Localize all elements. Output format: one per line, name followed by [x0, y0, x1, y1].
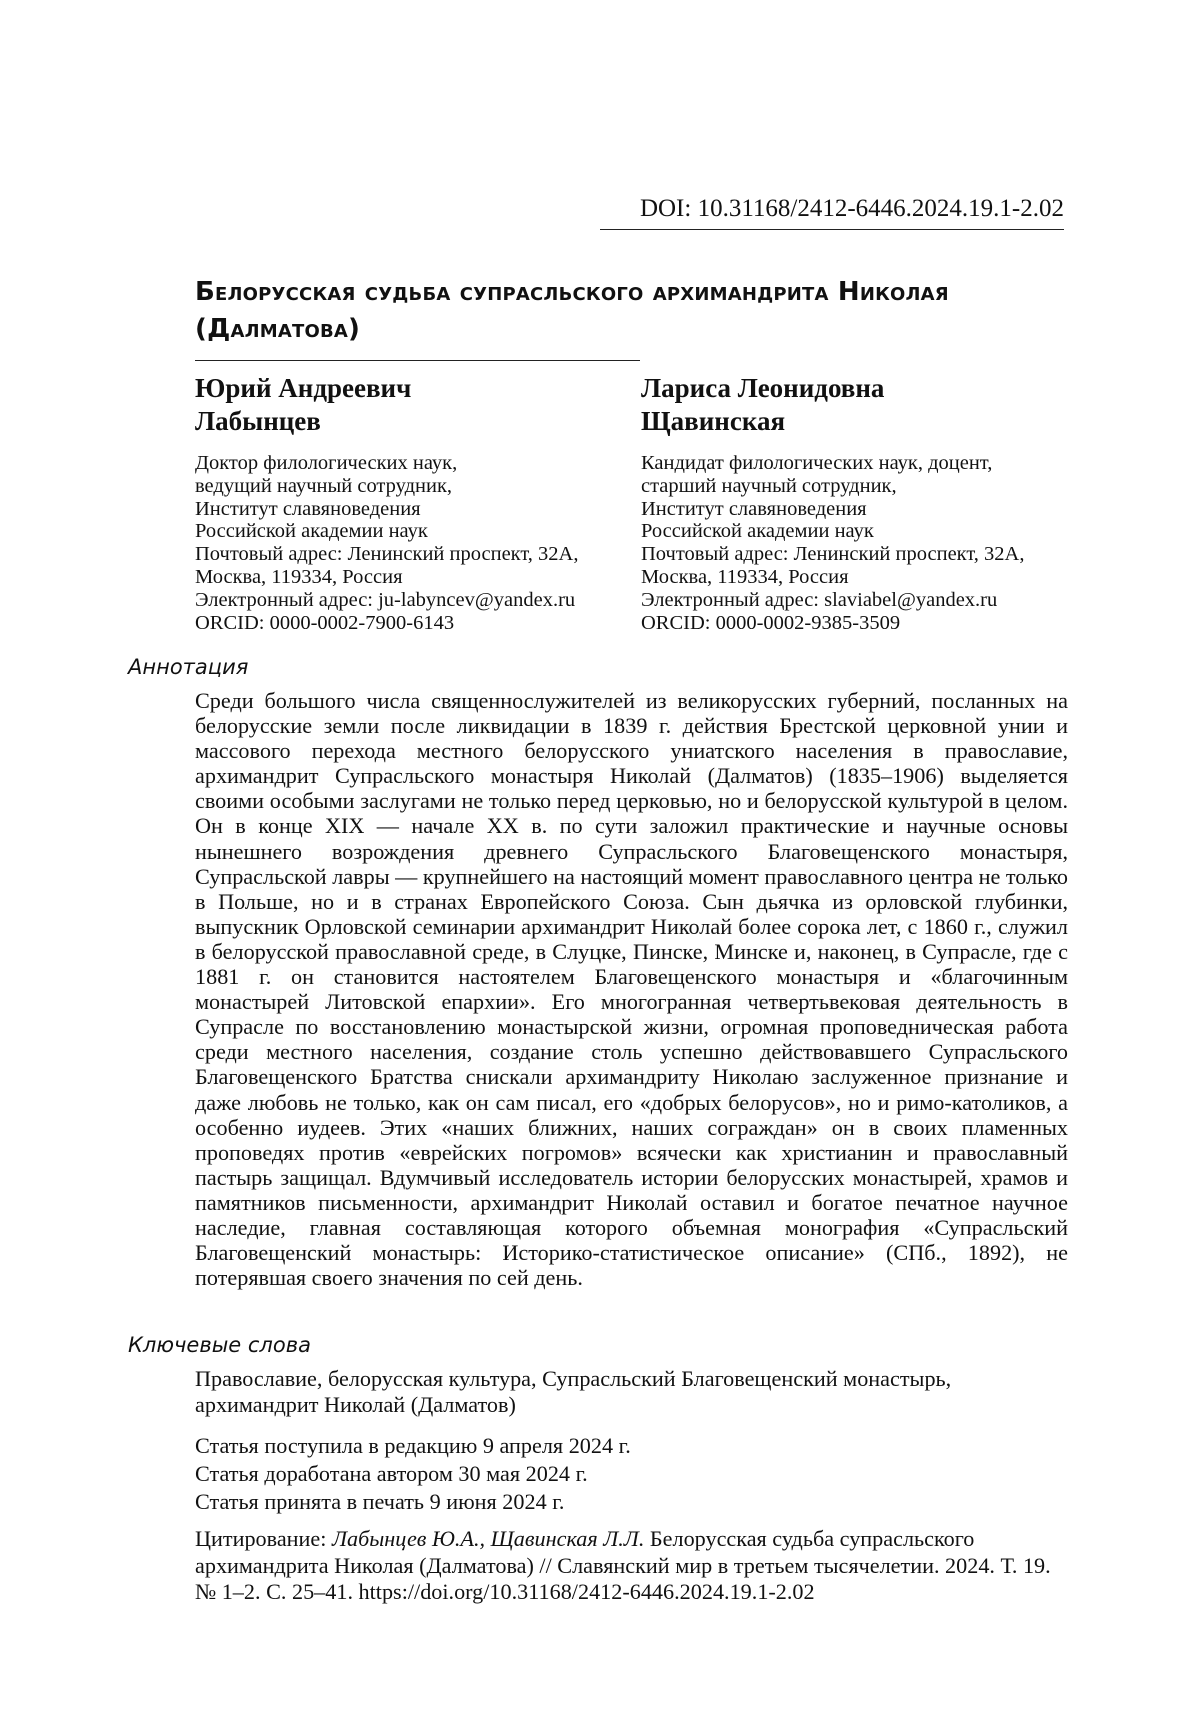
author-block-1	[195, 372, 645, 634]
citation-reference: Белорусская судьба супрасльского архимандрита Николая (Далматова) // Славянский мир в третьем тысячелетии. 2024. Т. 19. № 1–2. С. 25–41. https://doi.org/10.31168/2412-6446.2024.19.1-2.02	[195, 1526, 1051, 1604]
title-divider	[195, 360, 640, 361]
affiliation-orcid: ORCID: 0000-0002-7900-6143	[195, 611, 455, 634]
author-affiliation	[195, 452, 645, 634]
affiliation-academy: Российской академии наук	[641, 520, 874, 543]
abstract-label: Аннотация	[128, 655, 249, 679]
affiliation-email: Электронный адрес: slaviabel@yandex.ru	[641, 588, 998, 611]
citation-prefix: Цитирование:	[195, 1526, 332, 1551]
date-revised: Статья доработана автором 30 мая 2024 г.	[195, 1461, 588, 1486]
citation	[195, 1526, 1075, 1606]
affiliation-position: ведущий научный сотрудник,	[195, 474, 453, 497]
author-first-names: Юрий Андреевич	[195, 373, 412, 403]
date-received: Статья поступила в редакцию 9 апреля 2024 г.	[195, 1433, 631, 1458]
affiliation-email: Электронный адрес: ju-labyncev@yandex.ru	[195, 588, 576, 611]
author-surname: Щавинская	[641, 406, 786, 436]
keywords-text: Православие, белорусская культура, Супрасльский Благовещенский монастырь, архимандрит Николай (Далматов)	[195, 1366, 952, 1417]
article-title: Белорусская судьба супрасльского архимандрита Николая (Далматова)	[195, 277, 949, 344]
affiliation-city: Москва, 119334, Россия	[195, 565, 403, 588]
affiliation-orcid: ORCID: 0000-0002-9385-3509	[641, 611, 901, 634]
article-dates	[195, 1432, 1075, 1516]
date-accepted: Статья принята в печать 9 июня 2024 г.	[195, 1489, 565, 1514]
author-block-2	[641, 372, 1081, 634]
author-first-names: Лариса Леонидовна	[641, 373, 885, 403]
keywords-label: Ключевые слова	[128, 1333, 311, 1357]
affiliation-institute: Институт славяноведения	[641, 497, 867, 520]
affiliation-institute: Институт славяноведения	[195, 497, 421, 520]
affiliation-city: Москва, 119334, Россия	[641, 565, 849, 588]
doi-line: DOI: 10.31168/2412-6446.2024.19.1-2.02	[600, 192, 1064, 230]
affiliation-degree: Доктор филологических наук,	[195, 452, 458, 474]
affiliation-position: старший научный сотрудник,	[641, 474, 897, 497]
author-name	[195, 372, 645, 438]
affiliation-postal-address: Почтовый адрес: Ленинский проспект, 32А,	[195, 543, 579, 566]
author-surname: Лабынцев	[195, 406, 321, 436]
citation-authors: Лабынцев Ю.А., Щавинская Л.Л.	[332, 1526, 645, 1551]
affiliation-academy: Российской академии наук	[195, 520, 428, 543]
affiliation-postal-address: Почтовый адрес: Ленинский проспект, 32А,	[641, 543, 1025, 566]
affiliation-degree: Кандидат филологических наук, доцент,	[641, 452, 993, 474]
author-name	[641, 372, 1081, 438]
abstract-text: Среди большого числа священнослужителей из великорусских губерний, посланных на белорусские земли после ликвидации в 1839 г. действия Брестской церковной унии и массового перехода местного белорусского униатского населения в православие, архимандрит Супрасльского монастыря Николай (Далматов) (1835–1906) выделяется своими особыми заслугами не только перед церковью, но и белорусской культурой в целом. Он в конце XIX — начале XX в. по сути заложил практические и научные основы нынешнего возрождения древнего Супрасльского Благовещенского монастыря, Супрасльской лавры — крупнейшего на настоящий момент православного центра не только в Польше, но и в странах Европейского Союза. Сын дьячка из орловской глубинки, выпускник Орловской семинарии архимандрит Николай более сорока лет, с 1860 г., служил в белорусской православной среде, в Слуцке, Пинске, Минске и, наконец, в Супрасле, где с 1881 г. он становится настоятелем Благовещенского монастыря и «благочинным монастырей Литовской епархии». Его многогранная четвертьвековая деятельность в Супрасле по восстановлению монастырской жизни, огромная проповедническая работа среди местного населения, создание столь успешно действовавшего Супрасльского Благовещенского Братства снискали архимандриту Николаю заслуженное признание и даже любовь не только, как он сам писал, его «добрых белорусов», но и римо-католиков, а особенно иудеев. Этих «наших ближних, наших сограждан» он в своих пламенных проповедях против «еврейских погромов» всячески как христианин и православный пастырь защищал. Вдумчивый исследователь истории белорусских монастырей, храмов и памятников письменности, архимандрит Николай оставил и богатое печатное научное наследие, главная составляющая которого объемная монография «Супрасльский Благовещенский монастырь: Историко-статистическое описание» (СПб., 1892), не потерявшая своего значения по сей день.	[195, 688, 1069, 1291]
author-affiliation	[641, 452, 1081, 634]
